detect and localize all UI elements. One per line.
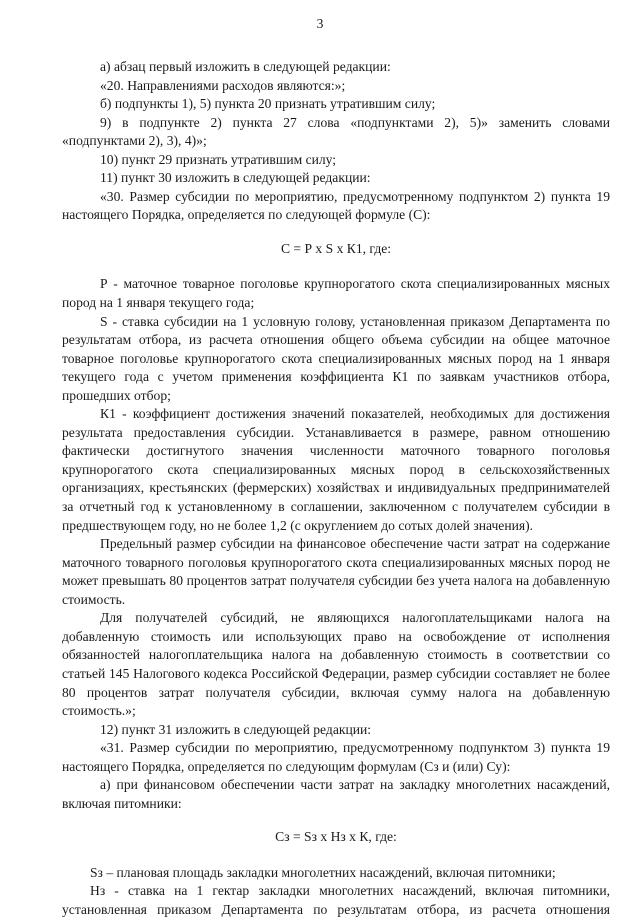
paragraph-item-20-quote: «20. Направлениями расходов являются:»; [100, 77, 346, 93]
document-body [62, 58, 610, 920]
paragraph-amendment-10: 10) пункт 29 признать утратившим силу; [100, 151, 337, 167]
paragraph-item-31: «31. Размер субсидии по мероприятию, предусмотренному подпунктом 3) пункта 19 настоящего Порядка, определяется по следующим формулам (Сз и (или) Су): [62, 740, 610, 774]
definition-s: S - ставка субсидии на 1 условную голову, установленная приказом Департамента по результатам отбора, из расчета отношения общего объема субсидии на общее маточное товарное поголовье крупнорогатого скота специализированных мясных пород на 1 января текущего года с учетом применения коэффициента К1 по заявкам участников отбора, прошедших отбор; [62, 313, 610, 403]
definition-sz: Sз – плановая площадь закладки многолетних насаждений, включая питомники; [90, 864, 556, 880]
formula-cz: Сз = Sз х Нз х К, где: [275, 829, 397, 845]
definition-nz: Нз - ставка на 1 гектар закладки многолетних насаждений, включая питомники, установленная приказом Департамента по результатам отбора, из расчета отношения [62, 883, 610, 917]
paragraph-item-31-a: а) при финансовом обеспечении части затрат на закладку многолетних насаждений, включая питомники: [62, 777, 610, 811]
definition-p: Р - маточное товарное поголовье крупнорогатого скота специализированных мясных пород на 1 января текущего года; [62, 276, 610, 311]
paragraph-subsidy-limit: Предельный размер субсидии на финансовое обеспечение части затрат на содержание маточного товарного поголовья крупнорогатого скота специализированных мясных пород не может превышать 80 процентов затрат получателя субсидии без учета налога на добавленную стоимость. [62, 536, 610, 607]
paragraph-amendment-a: а) абзац первый изложить в следующей редакции: [100, 59, 391, 74]
paragraph-vat-exempt: Для получателей субсидий, не являющихся налогоплательщиками налога на добавленную стоимость или использующих право на освобождение от исполнения обязанностей налогоплательщика налога на добавленную стоимость в соответствии со статьей 145 Налогового кодекса Российской Федерации, размер субсидии составляет не более 80 процентов затрат получателя субсидии, включая сумму налога на добавленную стоимость.»; [62, 610, 610, 719]
paragraph-amendment-12: 12) пункт 31 изложить в следующей редакции: [100, 721, 372, 737]
paragraph-item-30: «30. Размер субсидии по мероприятию, предусмотренному подпунктом 2) пункта 19 настоящего Порядка, определяется по следующей формуле (С): [62, 188, 610, 223]
page-number: 3 [316, 16, 324, 31]
paragraph-amendment-9: 9) в подпункте 2) пункта 27 слова «подпунктами 2), 5)» заменить словами «подпунктами 2), 3), 4)»; [62, 114, 610, 149]
formula-c: С = Р х S х К1, где: [280, 240, 392, 256]
paragraph-amendment-11: 11) пункт 30 изложить в следующей редакции: [100, 170, 371, 186]
paragraph-amendment-b: б) подпункты 1), 5) пункта 20 признать утратившим силу; [100, 96, 436, 112]
definition-k1: К1 - коэффициент достижения значений показателей, необходимых для достижения результата предоставления субсидии. Устанавливается в размере, равном отношению фактически достигнутого значения численности маточного товарного поголовья крупнорогатого скота специализированных мясных пород в сельскохозяйственных организациях, крестьянских (фермерских) хозяйствах и индивидуальных предпринимателей за отчетный год к установленному в соглашении, заключенном с получателем субсидии в предшествующем году, но не более 1,2 (с округлением до сотых долей значения). [62, 406, 610, 533]
